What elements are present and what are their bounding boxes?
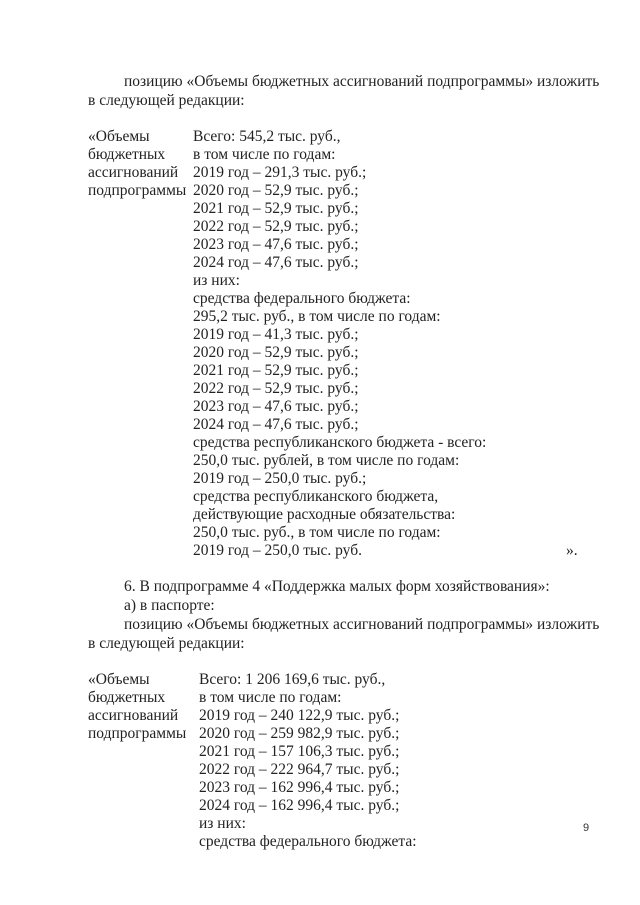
block2-value-line: из них: [199, 815, 246, 832]
block1-value-line: 2022 год – 52,9 тыс. руб.; [193, 218, 359, 235]
block2-value-line: 2023 год – 162 996,4 тыс. руб.; [199, 779, 400, 796]
block2-label-line: бюджетных [88, 689, 166, 706]
block1-value-line: 2020 год – 52,9 тыс. руб.; [193, 182, 359, 199]
block1-value-line: 2019 год – 291,3 тыс. руб.; [193, 164, 367, 181]
page-number: 9 [583, 822, 590, 834]
block1-value-line: в том числе по годам: [193, 146, 336, 163]
block2-value-line: 2021 год – 157 106,3 тыс. руб.; [199, 743, 400, 760]
block1-value-line: 250,0 тыс. руб., в том числе по годам: [193, 524, 441, 541]
block1-label-line: бюджетных [88, 146, 166, 163]
block1-label-line: ассигнований [88, 164, 179, 181]
block1-value-line: 2021 год – 52,9 тыс. руб.; [193, 362, 359, 379]
closing-quote: ». [566, 542, 578, 559]
intro-paragraph-line: позицию «Объемы бюджетных ассигнований подпрограммы» изложить [124, 73, 600, 90]
block1-value-line: 250,0 тыс. рублей, в том числе по годам: [193, 452, 460, 469]
block1-value-line: 2022 год – 52,9 тыс. руб.; [193, 380, 359, 397]
intro-paragraph-line: в следующей редакции: [88, 92, 245, 109]
block2-label-line: подпрограммы [88, 725, 187, 742]
block2-value-line: в том числе по годам: [199, 689, 342, 706]
block1-value-line: средства федерального бюджета: [193, 290, 411, 307]
block1-label-line: «Объемы [88, 128, 150, 145]
block1-value-line: средства республиканского бюджета, [193, 488, 439, 505]
block2-value-line: 2024 год – 162 996,4 тыс. руб.; [199, 797, 400, 814]
block2-label-line: ассигнований [88, 707, 179, 724]
block2-value-line: средства федерального бюджета: [199, 833, 417, 850]
block2-value-line: 2020 год – 259 982,9 тыс. руб.; [199, 725, 400, 742]
block1-value-line: 2024 год – 47,6 тыс. руб.; [193, 254, 359, 271]
block1-value-line: 2019 год – 250,0 тыс. руб. [193, 542, 362, 559]
block1-value-line: действующие расходные обязательства: [193, 506, 456, 523]
block2-value-line: Всего: 1 206 169,6 тыс. руб., [199, 671, 386, 688]
block2-label-line: «Объемы [88, 671, 150, 688]
subsection-a: а) в паспорте: [124, 597, 215, 614]
block1-value-line: из них: [193, 272, 240, 289]
block1-value-line: 2020 год – 52,9 тыс. руб.; [193, 344, 359, 361]
block1-value-line: Всего: 545,2 тыс. руб., [193, 128, 341, 145]
intro-paragraph-line: позицию «Объемы бюджетных ассигнований подпрограммы» изложить [124, 616, 600, 633]
block1-value-line: средства республиканского бюджета - всего: [193, 434, 487, 451]
block2-value-line: 2019 год – 240 122,9 тыс. руб.; [199, 707, 400, 724]
block1-value-line: 2023 год – 47,6 тыс. руб.; [193, 398, 359, 415]
block2-value-line: 2022 год – 222 964,7 тыс. руб.; [199, 761, 400, 778]
section-heading: 6. В подпрограмме 4 «Поддержка малых форм хозяйствования»: [124, 578, 550, 595]
block1-value-line: 2024 год – 47,6 тыс. руб.; [193, 416, 359, 433]
block1-value-line: 2023 год – 47,6 тыс. руб.; [193, 236, 359, 253]
block1-value-line: 2019 год – 250,0 тыс. руб.; [193, 470, 367, 487]
intro-paragraph-line: в следующей редакции: [88, 635, 245, 652]
block1-value-line: 2019 год – 41,3 тыс. руб.; [193, 326, 359, 343]
block1-value-line: 2021 год – 52,9 тыс. руб.; [193, 200, 359, 217]
block1-label-line: подпрограммы [88, 182, 187, 199]
block1-value-line: 295,2 тыс. руб., в том числе по годам: [193, 308, 441, 325]
